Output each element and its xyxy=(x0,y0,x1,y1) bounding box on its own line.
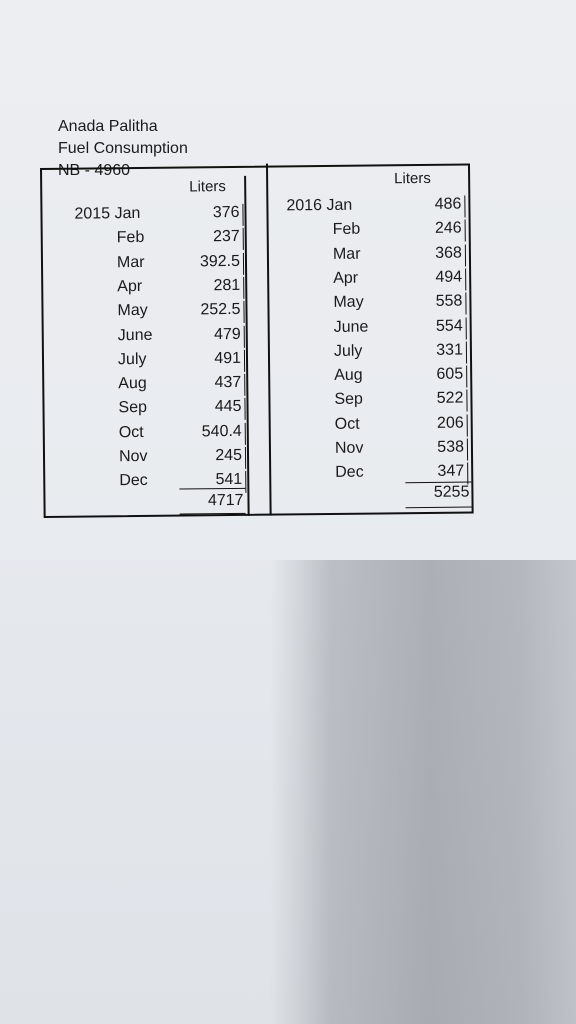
month-label: 2016 Jan xyxy=(286,196,353,215)
liters-value: 540.4 xyxy=(201,422,242,441)
liters-value: 605 xyxy=(436,365,464,383)
liters-value: 522 xyxy=(436,389,464,408)
total-underline-2015 xyxy=(180,513,246,515)
liters-value: 558 xyxy=(435,292,463,311)
unit-header-2016: Liters xyxy=(394,169,431,188)
month-label: Apr xyxy=(117,277,143,296)
month-label: Oct xyxy=(118,423,144,441)
unit-header-2015: Liters xyxy=(189,178,226,196)
month-label: Aug xyxy=(118,374,147,393)
document-title: Fuel Consumption xyxy=(58,140,188,157)
liters-value: 331 xyxy=(436,341,464,359)
liters-value: 445 xyxy=(214,398,242,416)
liters-value: 206 xyxy=(436,414,464,432)
month-label: Feb xyxy=(116,229,145,247)
month-label: Dec xyxy=(335,463,364,482)
liters-value: 554 xyxy=(435,317,463,335)
liters-value: 437 xyxy=(214,373,242,392)
month-label: Sep xyxy=(334,391,363,409)
liters-value: 368 xyxy=(435,244,462,262)
total-underline-2016 xyxy=(406,506,472,508)
total-2016: 5255 xyxy=(433,483,470,501)
liters-value: 392.5 xyxy=(199,252,241,270)
liters-value: 494 xyxy=(435,268,463,286)
liters-value: 541 xyxy=(215,471,243,489)
month-label: Nov xyxy=(334,439,364,457)
month-label: Sep xyxy=(118,399,148,417)
liters-value: 347 xyxy=(437,462,465,481)
owner-name: Anada Palitha xyxy=(58,118,158,135)
month-label: July xyxy=(117,350,147,368)
month-label: June xyxy=(333,318,369,336)
liters-value: 486 xyxy=(434,195,462,213)
liters-value: 538 xyxy=(437,438,465,456)
month-label: May xyxy=(117,302,148,320)
month-label: Aug xyxy=(334,366,363,385)
liters-value: 245 xyxy=(215,446,243,465)
month-label: Nov xyxy=(118,447,148,466)
month-label: Oct xyxy=(334,415,360,433)
month-label: 2015 Jan xyxy=(74,204,141,223)
month-label: Apr xyxy=(333,269,359,287)
liters-value: 246 xyxy=(434,219,462,238)
month-label: Dec xyxy=(119,472,148,490)
month-label: May xyxy=(333,293,364,312)
liters-value: 491 xyxy=(214,349,242,367)
month-label: June xyxy=(117,326,153,344)
month-label: July xyxy=(333,342,363,360)
liters-value: 281 xyxy=(213,276,241,295)
liters-value: 252.5 xyxy=(200,301,241,319)
month-label: Mar xyxy=(116,253,145,271)
month-label: Feb xyxy=(332,220,361,239)
month-label: Mar xyxy=(332,245,361,263)
vehicle-number: NB - 4960 xyxy=(58,162,131,179)
fuel-table xyxy=(40,163,474,517)
liters-value: 376 xyxy=(212,203,240,222)
total-2015: 4717 xyxy=(207,491,244,510)
liters-value: 479 xyxy=(213,325,241,343)
liters-value: 237 xyxy=(212,228,240,246)
